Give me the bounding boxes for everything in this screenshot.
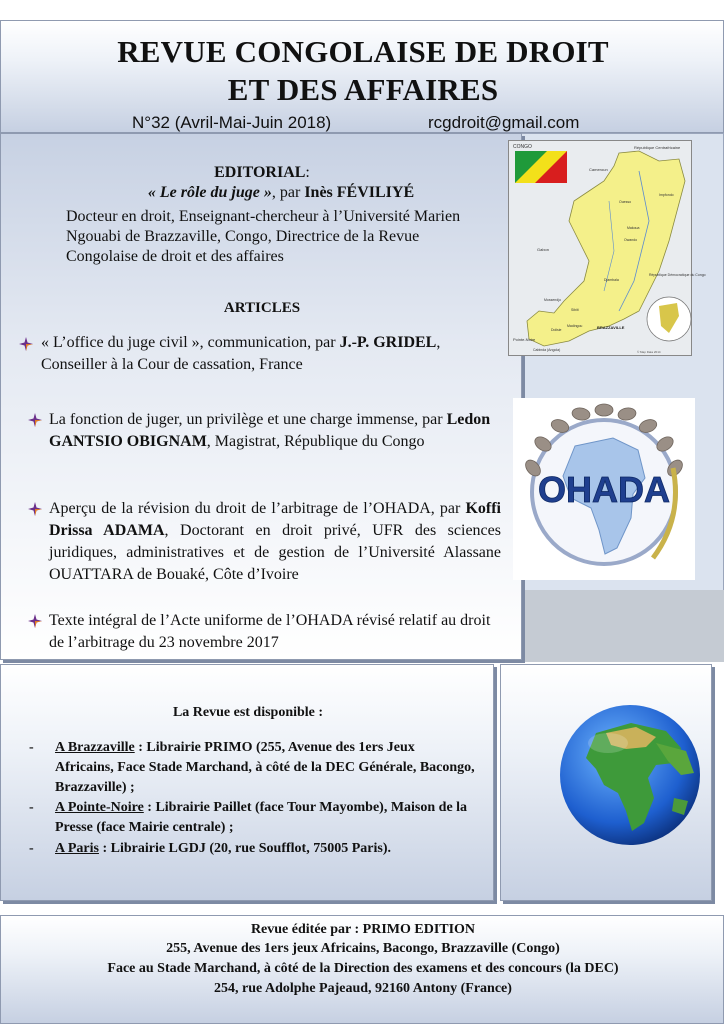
editorial-title-line: « Le rôle du juge », par Inès FÉVILIYÉ	[147, 184, 415, 201]
map-label: Mossendjo	[544, 298, 561, 302]
map-label: République Centrafricaine	[634, 145, 681, 150]
map-label: Gabon	[537, 247, 550, 252]
article-item: « L’office du juge civil », communication, par J.-P. GRIDEL, Conseiller à la Cour de cassation, France	[41, 334, 441, 373]
ohada-logo	[513, 398, 695, 580]
ohada-logo-graphic	[513, 398, 695, 580]
map-label: Impfondo	[659, 193, 674, 197]
map-label: Owando	[624, 238, 638, 242]
diamond-bullet-icon	[28, 502, 42, 516]
editorial-heading: EDITORIAL:	[214, 164, 310, 181]
map-label: Ouesso	[619, 200, 632, 204]
map-label: Pointe-Noire	[513, 337, 536, 342]
map-label: BRAZZAVILLE	[597, 325, 625, 330]
articles-heading: ARTICLES	[223, 300, 301, 316]
article-item: Texte intégral de l’Acte uniforme de l’OHADA révisé relatif au droit de l’arbitrage du 23 novembre 2017	[49, 612, 491, 651]
map-label: Dolisie	[551, 328, 562, 332]
congo-map-graphic	[509, 141, 706, 355]
publisher-line: Revue éditée par : PRIMO EDITION	[250, 922, 476, 937]
journal-title-line2: ET DES AFFAIRES	[227, 72, 499, 107]
address-line: Face au Stade Marchand, à côté de la Direction des examens et des concours (la DEC)	[107, 961, 619, 976]
journal-title-line1: REVUE CONGOLAISE DE DROIT	[117, 34, 609, 69]
location-city: A Pointe-Noire	[55, 800, 144, 815]
map-label: Cameroun	[589, 167, 608, 172]
map-label: Sibiti	[571, 308, 579, 312]
diamond-bullet-icon	[28, 614, 42, 628]
location-city: A Brazzaville	[55, 740, 135, 755]
diamond-bullet-icon	[28, 413, 42, 427]
address-line: 255, Avenue des 1ers jeux Africains, Bacongo, Brazzaville (Congo)	[166, 941, 560, 956]
contents-panel	[0, 133, 522, 660]
right-column-lower-band	[497, 590, 724, 662]
location-city: A Paris	[55, 841, 99, 856]
ohada-logo-text: OHADA	[538, 469, 670, 510]
issue-number: N°32 (Avril-Mai-Juin 2018)	[132, 113, 332, 132]
availability-heading: La Revue est disponible :	[172, 705, 324, 720]
availability-panel: La Revue est disponible : - A Brazzaville : Librairie PRIMO (255, Avenue des 1ers Jeux Africains, Face Stade Marchand, à côté de la DEC Générale, Bacongo, Brazzaville) ; - A Pointe-Noire : Librairie Paillet (face Tour Mayombe), Maison de la Presse (face Mairie centrale) ; - A Paris : Librairie LGDJ (20, rue Soufflot, 75005 Paris).	[0, 664, 494, 901]
map-label: République Démocratique du Congo	[649, 273, 706, 277]
map-label: Madingou	[567, 324, 583, 328]
map-label: Makoua	[627, 226, 640, 230]
globe-icon	[556, 703, 704, 848]
address-line: 254, rue Adolphe Pajeaud, 92160 Antony (France)	[214, 981, 512, 996]
editorial-title: « Le rôle du juge »	[147, 184, 272, 201]
masthead	[0, 20, 724, 133]
congo-map	[508, 140, 706, 356]
editorial-author: Inès FÉVILIYÉ	[304, 184, 415, 201]
map-label: CONGO	[513, 144, 532, 150]
map-label: Cabinda (Angola)	[533, 348, 561, 352]
map-label: © Map Data 2014	[637, 350, 661, 354]
contact-email: rcgdroit@gmail.com	[428, 113, 580, 132]
article-item: La fonction de juger, un privilège et une charge immense, par Ledon GANTSIO OBIGNAM, Magistrat, République du Congo	[49, 411, 491, 450]
editorial-author-description: Docteur en droit, Enseignant-chercheur à l’Université Marien Ngouabi de Brazzaville, Congo, Directrice de la Revue Congolaise de droit et des affaires	[66, 208, 461, 265]
publisher-footer	[0, 915, 724, 1024]
diamond-bullet-icon	[19, 337, 33, 351]
globe-panel	[500, 664, 712, 901]
map-label: Djambala	[604, 278, 619, 282]
article-item: Aperçu de la révision du droit de l’arbitrage de l’OHADA, par Koffi Drissa ADAMA, Doctorant en droit privé, UFR des sciences juridiques, administratives et de gestion de l’Université Alassane OUATTARA de Bouaké, Côte d’Ivoire	[49, 500, 501, 583]
